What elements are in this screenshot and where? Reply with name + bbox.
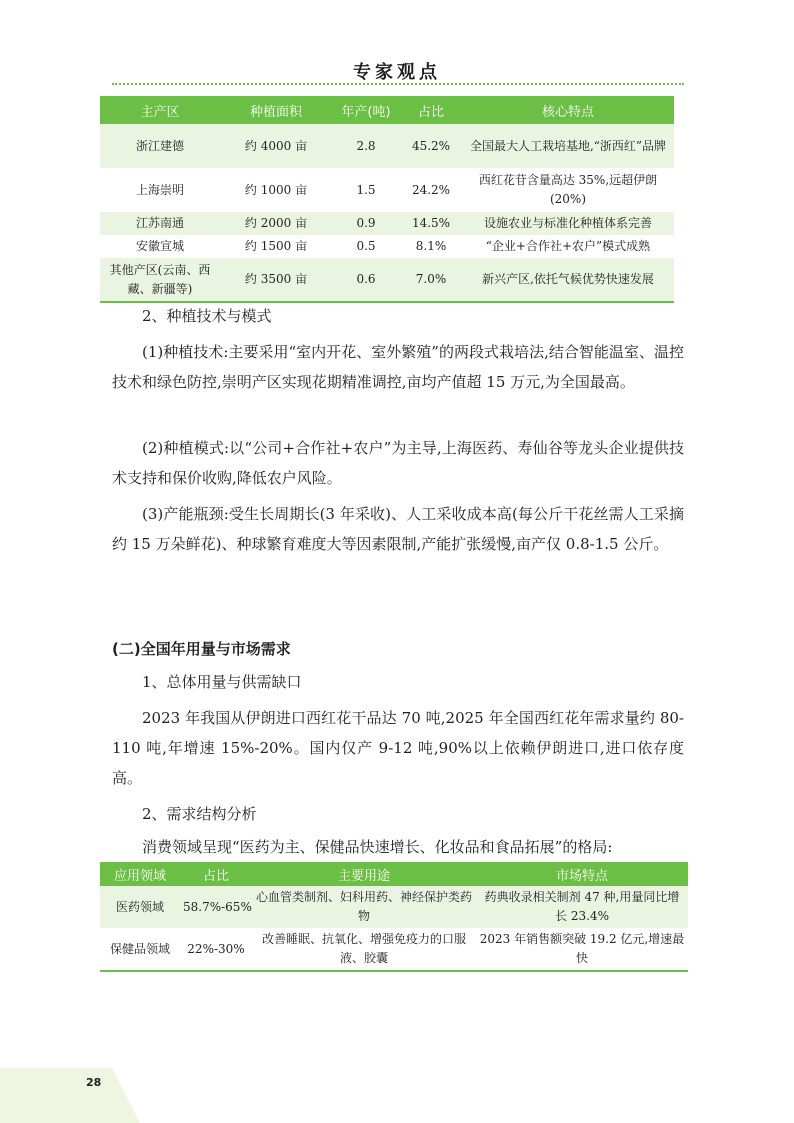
table-cell: 0.9 xyxy=(332,212,400,235)
table-cell: 其他产区(云南、西藏、新疆等) xyxy=(100,258,220,302)
table-cell: 24.2% xyxy=(411,182,451,197)
table-cell: 医药领域 xyxy=(100,886,180,928)
column-header: 主产区 xyxy=(100,96,220,124)
paragraph: 消费领域呈现“医药为主、保健品快速增长、化妆品和食品拓展”的格局: xyxy=(142,838,613,856)
paragraph: (3)产能瓶颈:受生长周期长(3 年采收)、人工采收成本高(每公斤干花丝需人工采摘约 15 万朵鲜花)、种球繁育难度大等因素限制,产能扩张缓慢,亩产仅 0.8-1.5 公斤。 xyxy=(112,505,684,553)
subsection-heading: 1、总体用量与供需缺口 xyxy=(142,673,302,691)
table-cell: 心血管类制剂、妇科用药、神经保护类药物 xyxy=(252,886,476,928)
table-row xyxy=(100,258,674,302)
column-header: 主要用途 xyxy=(252,862,476,886)
column-header: 种植面积 xyxy=(220,96,332,124)
table-cell: 约 2000 亩 xyxy=(220,212,332,235)
table-cell: 约 1000 亩 xyxy=(244,182,308,197)
table-cell: 药典收录相关制剂 47 种,用量同比增长 23.4% xyxy=(476,886,688,928)
table-cell: 西红花苷含量高达 35%,远超伊朗(20%) xyxy=(478,173,658,206)
footer-corner-decoration xyxy=(0,1068,140,1123)
page-number: 28 xyxy=(86,1076,102,1089)
table-cell: 上海崇明 xyxy=(135,182,184,197)
table-row xyxy=(100,928,688,971)
column-header: 年产(吨) xyxy=(332,96,400,124)
paragraph: (1)种植技术:主要采用“室内开花、室外繁殖”的两段式栽培法,结合智能温室、温控技术和绿色防控,崇明产区实现花期精准调控,亩均产值超 15 万元,为全国最高。 xyxy=(112,343,684,391)
page-header-title: 专家观点 xyxy=(353,62,441,83)
table-cell: 约 4000 亩 xyxy=(220,124,332,168)
table-row xyxy=(100,235,674,258)
table-cell: 设施农业与标准化种植体系完善 xyxy=(462,212,674,235)
paragraph: (2)种植模式:以“公司+合作社+农户”为主导,上海医药、寿仙谷等龙头企业提供技术支持和保价收购,降低农户风险。 xyxy=(112,439,684,487)
column-header: 核心特点 xyxy=(462,96,674,124)
table-row xyxy=(100,212,674,235)
table-cell: 全国最大人工栽培基地,“浙西红”品牌 xyxy=(462,124,674,168)
column-header: 占比 xyxy=(400,96,462,124)
table-cell: 浙江建德 xyxy=(100,124,220,168)
table-cell: 0.5 xyxy=(356,239,376,253)
column-header: 应用领域 xyxy=(100,862,180,886)
table-cell: “企业+合作社+农户”模式成熟 xyxy=(485,239,651,253)
table-cell: 2.8 xyxy=(332,124,400,168)
table-cell: 1.5 xyxy=(356,182,376,197)
header-divider xyxy=(112,83,684,85)
column-header: 市场特点 xyxy=(476,862,688,886)
table-cell: 45.2% xyxy=(400,124,462,168)
table-header-row xyxy=(100,862,688,886)
table-cell: 2023 年销售额突破 19.2 亿元,增速最快 xyxy=(479,932,685,965)
table-cell: 保健品领域 xyxy=(109,941,170,956)
table-cell: 22%-30% xyxy=(187,941,245,956)
table-cell: 改善睡眠、抗氧化、增强免疫力的口服液、胶囊 xyxy=(261,932,466,965)
column-header: 占比 xyxy=(180,862,252,886)
table-cell: 8.1% xyxy=(415,239,447,253)
table-header-row xyxy=(100,96,674,124)
subsection-heading: 2、需求结构分析 xyxy=(142,805,257,823)
production-region-table xyxy=(100,96,674,303)
section-heading: (二)全国年用量与市场需求 xyxy=(112,640,291,658)
table-row xyxy=(100,168,674,212)
table-cell: 约 1500 亩 xyxy=(244,239,308,253)
table-cell: 新兴产区,依托气候优势快速发展 xyxy=(462,258,674,302)
table-cell: 0.6 xyxy=(332,258,400,302)
table-cell: 约 3500 亩 xyxy=(220,258,332,302)
table-cell: 14.5% xyxy=(400,212,462,235)
table-cell: 江苏南通 xyxy=(100,212,220,235)
table-cell: 7.0% xyxy=(400,258,462,302)
table-row xyxy=(100,886,688,928)
table-cell: 安徽宣城 xyxy=(135,239,184,253)
paragraph: 2023 年我国从伊朗进口西红花干品达 70 吨,2025 年全国西红花年需求量约 80-110 吨,年增速 15%-20%。国内仅产 9-12 吨,90%以上依赖伊朗进口,进口依存度高。 xyxy=(112,709,684,787)
subsection-heading: 2、种植技术与模式 xyxy=(142,307,272,325)
demand-structure-table xyxy=(100,862,688,972)
table-row xyxy=(100,124,674,168)
table-cell: 58.7%-65% xyxy=(180,886,252,928)
